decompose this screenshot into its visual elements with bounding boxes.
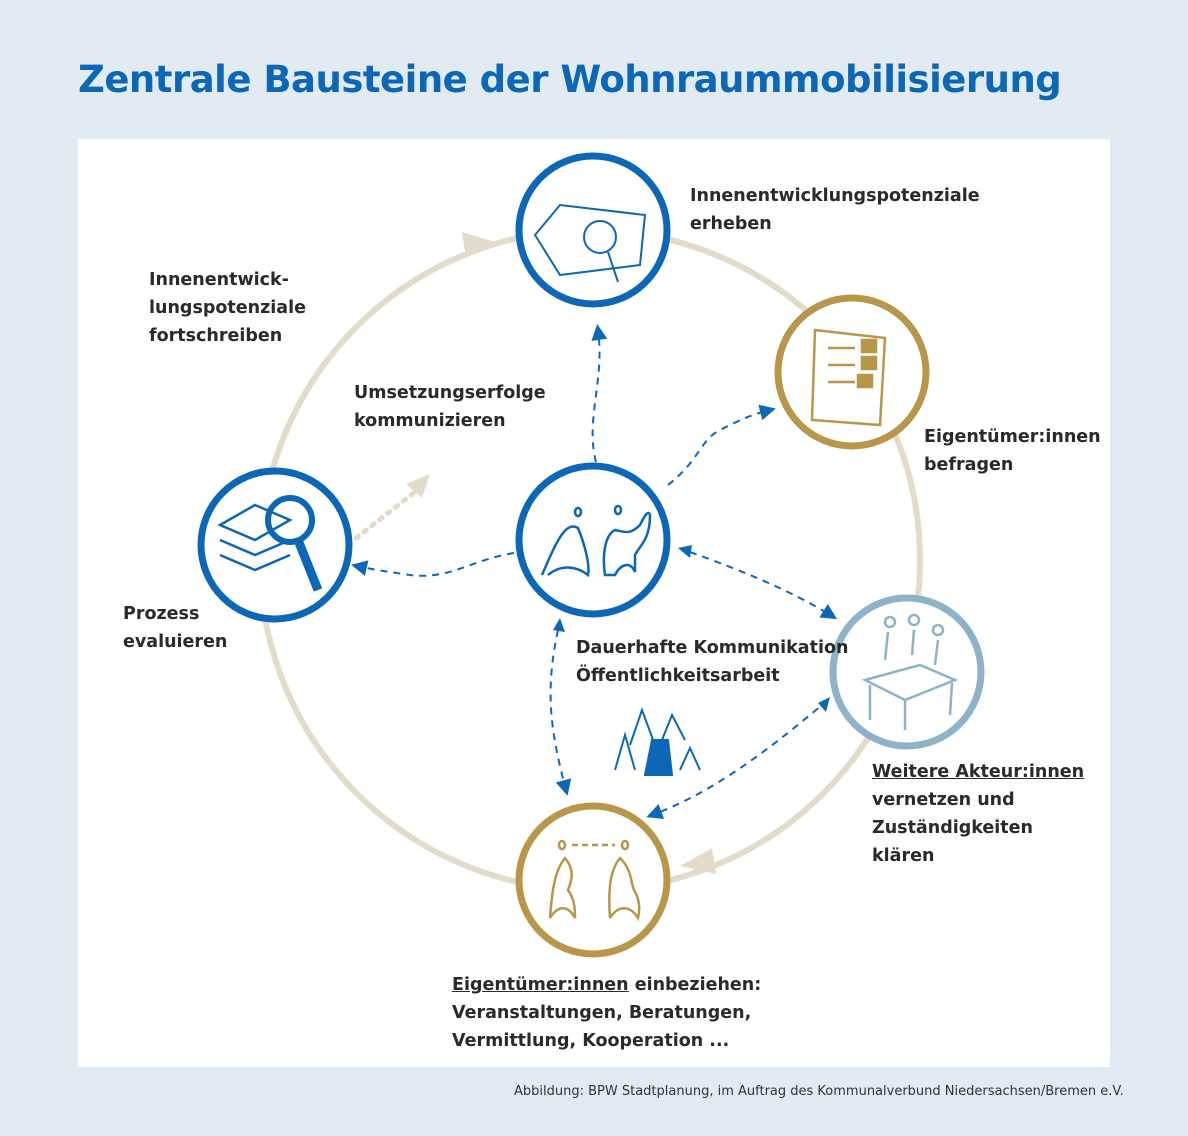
label-befragen	[924, 423, 1101, 479]
label-rest: vernetzen und Zuständigkeiten klären	[872, 790, 1033, 866]
node-erheben[interactable]	[519, 156, 667, 304]
dotted-arrow	[356, 492, 415, 538]
label-line: befragen	[924, 455, 1014, 475]
label-evaluieren: Prozess evaluieren	[123, 604, 228, 652]
label-kommunizieren: Umsetzungserfolge kommunizieren	[354, 383, 546, 431]
label-rest: Veranstaltungen, Beratungen, Vermittlung, Kooperation ...	[452, 1003, 752, 1051]
label-center: Dauerhafte Kommunikation Öffentlichkeitsarbeit	[576, 638, 849, 686]
label-fortschreiben: Innenentwick- lungspotenziale fortschreiben	[149, 270, 306, 346]
figure-caption: Abbildung: BPW Stadtplanung, im Auftrag des Kommunalverbund Niedersachsen/Bremen e.V.	[514, 1084, 1124, 1099]
label-line: Eigentümer:innen	[924, 427, 1101, 447]
crowd-icon	[615, 710, 700, 775]
label-line: Innenentwicklungspotenziale	[690, 186, 980, 206]
node-center[interactable]	[519, 466, 667, 614]
node-vernetzen[interactable]	[833, 598, 981, 746]
label-underlined: Eigentümer:innen	[452, 975, 629, 995]
label-line: erheben	[690, 214, 772, 234]
label-underlined: Weitere Akteur:innen	[872, 762, 1085, 782]
label-erheben	[690, 182, 980, 238]
node-evaluieren[interactable]	[201, 471, 349, 619]
page-title: Zentrale Bausteine der Wohnraummobilisierung	[78, 58, 1062, 101]
label-einbeziehen	[452, 971, 761, 1055]
node-befragen[interactable]	[778, 298, 926, 446]
label-rest-first: einbeziehen:	[628, 975, 762, 995]
label-vernetzen	[872, 758, 1084, 870]
node-einbeziehen[interactable]	[519, 806, 667, 954]
